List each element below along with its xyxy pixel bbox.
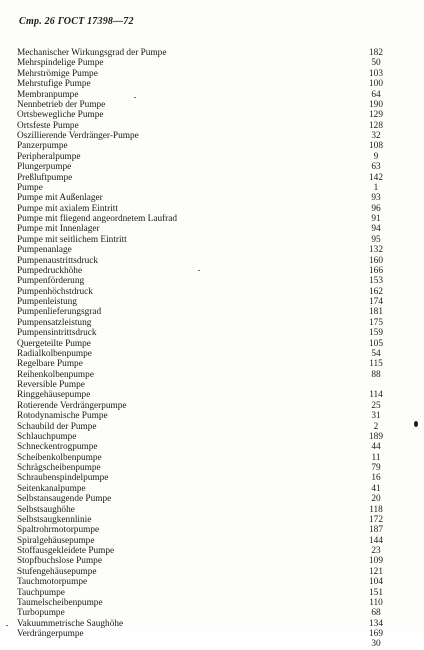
index-entry — [17, 287, 389, 297]
index-entry — [17, 79, 389, 89]
index-entry — [17, 224, 389, 234]
index-entry — [17, 318, 389, 328]
index-page-number: 121 — [369, 566, 383, 577]
index-entry — [17, 390, 389, 400]
index-page-number: 23 — [371, 546, 381, 556]
index-page-number: 32 — [371, 131, 381, 141]
index-entry — [17, 588, 389, 598]
index-page-number: 54 — [371, 348, 381, 359]
index-term: Pumpenlieferungsgrad — [17, 307, 102, 318]
index-term: Peripheralpumpe — [17, 151, 81, 162]
index-page-number: 63 — [371, 162, 381, 173]
index-term: Nennbetrieb der Pumpe — [17, 99, 106, 110]
index-page-number: 91 — [371, 214, 381, 224]
index-entry — [17, 152, 389, 162]
index-page-number: 160 — [369, 255, 383, 266]
index-entry — [17, 546, 389, 556]
index-page-number: 105 — [369, 338, 383, 349]
index-page-number: 11 — [371, 452, 381, 463]
index-entry — [17, 328, 389, 338]
index-term: Seitenkanalpumpe — [17, 483, 86, 494]
index-page-number: 95 — [371, 234, 381, 245]
margin-mark — [414, 421, 418, 427]
index-entry — [17, 442, 389, 452]
index-page-number: 50 — [371, 58, 381, 69]
index-page-number: 44 — [371, 442, 381, 453]
index-term: Taumelscheibenpumpe — [17, 597, 103, 608]
index-entry — [17, 525, 389, 535]
index-entry — [17, 235, 389, 245]
index-entry — [17, 380, 389, 390]
scan-speck — [6, 625, 8, 626]
index-term: Mehrspindelige Pumpe — [17, 58, 104, 69]
index-term: Scheibenkolbenpumpe — [17, 452, 102, 463]
index-term: Quergeteilte Pumpe — [17, 338, 91, 349]
index-entry — [17, 90, 389, 100]
index-entry — [17, 463, 389, 473]
index-term: Plungerpumpe — [17, 162, 72, 173]
index-entry — [17, 121, 389, 131]
index-entry — [17, 432, 389, 442]
index-list — [17, 48, 389, 650]
index-page-number: 104 — [369, 577, 383, 588]
index-term: Schlauchpumpe — [17, 431, 77, 442]
index-term: Vakuummetrische Saughöhe — [17, 618, 124, 629]
index-entry — [17, 204, 389, 214]
index-entry — [17, 297, 389, 307]
index-term: Schneckentrogpumpe — [17, 442, 98, 453]
index-page-number: 103 — [369, 68, 383, 79]
index-term: Rotierende Verdrängerpumpe — [17, 400, 127, 411]
index-page-number: 2 — [373, 421, 379, 432]
index-entry — [17, 162, 389, 172]
index-term: Oszillierende Verdränger-Pumpe — [17, 131, 139, 141]
index-page-number: 16 — [371, 473, 381, 484]
index-page-number: 159 — [369, 328, 383, 339]
index-entry — [17, 567, 389, 577]
index-term: Pumpenleistung — [17, 297, 77, 307]
index-term: Turbopumpe — [17, 608, 65, 619]
index-entry — [17, 339, 389, 349]
index-page-number: 88 — [371, 369, 381, 380]
index-term: Schrägscheibenpumpe — [17, 463, 101, 473]
scan-speck — [134, 97, 136, 98]
index-term: Pumpe mit fliegend angeordnetem Laufrad — [17, 214, 178, 224]
index-term: Mehrströmige Pumpe — [17, 68, 98, 79]
index-entry — [17, 349, 389, 359]
index-page-number: 187 — [369, 525, 383, 536]
index-page-number: 151 — [369, 587, 383, 598]
index-page-number: 30 — [371, 639, 381, 650]
index-term: Ortsbewegliche Pumpe — [17, 110, 104, 121]
index-entry — [17, 577, 389, 587]
index-term: Stopfbuchslose Pumpe — [17, 556, 102, 567]
index-term: Verdrängerpumpe — [17, 629, 84, 639]
index-entry — [17, 307, 389, 317]
index-entry — [17, 619, 389, 629]
index-term: Stufengehäusepumpe — [17, 566, 97, 577]
index-page-number: 64 — [371, 89, 381, 100]
index-entry — [17, 256, 389, 266]
index-entry — [17, 214, 389, 224]
index-term: Mechanischer Wirkungsgrad der Pumpe — [17, 48, 167, 58]
index-term: Pumpe mit axialem Eintritt — [17, 203, 118, 214]
index-page-number: 166 — [369, 265, 383, 276]
index-term: Pumpenförderung — [17, 276, 85, 287]
index-page-number: 108 — [369, 141, 383, 152]
index-term: Panzerpumpe — [17, 141, 68, 152]
index-term: Selbstsaughöhe — [17, 504, 75, 515]
index-page-number: 132 — [369, 245, 383, 256]
index-page-number: 9 — [373, 151, 379, 162]
index-term: Pumpenanlage — [17, 245, 72, 256]
index-entry — [17, 536, 389, 546]
index-page-number: 189 — [369, 431, 383, 442]
index-term: Tauchmotorpumpe — [17, 577, 88, 588]
index-term: Ringgehäusepumpe — [17, 390, 91, 401]
index-entry — [17, 245, 389, 255]
index-page-number: 93 — [371, 193, 381, 204]
index-term: Selbstansaugende Pumpe — [17, 494, 112, 505]
index-page-number: 94 — [371, 224, 381, 235]
index-term: Spiralgehäusepumpe — [17, 535, 95, 546]
index-page-number: 20 — [371, 494, 381, 505]
index-term: Reversible Pumpe — [17, 380, 85, 390]
index-page-number: 142 — [369, 172, 383, 183]
index-entry — [17, 422, 389, 432]
index-entry — [17, 494, 389, 504]
index-entry — [17, 484, 389, 494]
index-term: Mehrstufige Pumpe — [17, 79, 91, 90]
index-entry — [17, 411, 389, 421]
index-entry — [17, 505, 389, 515]
index-entry — [17, 370, 389, 380]
index-entry — [17, 58, 389, 68]
index-term: Membranpumpe — [17, 89, 79, 100]
index-page-number: 118 — [369, 504, 383, 515]
index-page-number: 175 — [369, 317, 383, 328]
index-entry — [17, 48, 389, 58]
index-entry — [17, 515, 389, 525]
index-term: Preßluftpumpe — [17, 172, 73, 183]
index-page-number: 110 — [369, 597, 383, 608]
index-page-number: 115 — [369, 359, 383, 370]
index-term: Pumpe — [17, 182, 43, 193]
index-term: Rotodynamische Pumpe — [17, 411, 108, 422]
index-page-number: 114 — [369, 390, 383, 401]
index-entry — [17, 453, 389, 463]
index-page-number: 100 — [369, 79, 383, 90]
index-term: Pumpe mit seitlichem Eintritt — [17, 234, 127, 245]
index-page-number: 134 — [369, 618, 383, 629]
index-entry — [17, 173, 389, 183]
index-entry — [17, 69, 389, 79]
index-term: Pumpenhöchstdruck — [17, 286, 93, 297]
index-entry — [17, 608, 389, 618]
index-page-number: 144 — [369, 535, 383, 546]
index-entry — [17, 110, 389, 120]
page-header: Стр. 26 ГОСТ 17398—72 — [19, 16, 134, 27]
index-entry — [17, 266, 389, 276]
index-term: Radialkolbenpumpe — [17, 348, 92, 359]
index-entry — [17, 639, 389, 649]
index-page-number: 128 — [369, 120, 383, 131]
index-page-number: 68 — [371, 608, 381, 619]
index-term: Pumpenaustrittsdruck — [17, 255, 99, 266]
index-page-number: 181 — [369, 307, 383, 318]
index-term: Schaubild der Pumpe — [17, 421, 97, 432]
index-entry — [17, 100, 389, 110]
index-page-number: 169 — [369, 629, 383, 639]
index-page-number: 1 — [373, 182, 379, 193]
index-term: Pumpe mit Innenlager — [17, 224, 100, 235]
scan-speck — [198, 270, 200, 271]
index-page-number: 174 — [369, 297, 383, 307]
index-page-number: 79 — [371, 463, 381, 473]
index-page-number: 31 — [371, 411, 381, 422]
index-entry — [17, 193, 389, 203]
index-entry — [17, 473, 389, 483]
index-term: Pumpe mit Außenlager — [17, 193, 103, 204]
index-term: Pumpensatzleistung — [17, 317, 92, 328]
index-page-number: 182 — [369, 48, 383, 58]
index-page-number: 96 — [371, 203, 381, 214]
index-entry — [17, 183, 389, 193]
index-term: Stoffausgekleidete Pumpe — [17, 546, 115, 556]
index-term: Spaltrohrmotorpumpe — [17, 525, 100, 536]
index-term: Pumpedruckhöhe — [17, 265, 83, 276]
index-entry — [17, 131, 389, 141]
index-page-number: 129 — [369, 110, 383, 121]
index-term: Ortsfeste Pumpe — [17, 120, 79, 131]
index-page-number: 172 — [369, 514, 383, 525]
index-page-number: 190 — [369, 99, 383, 110]
index-term: Regelbare Pumpe — [17, 359, 83, 370]
index-page-number: 153 — [369, 276, 383, 287]
index-entry — [17, 359, 389, 369]
index-page-number: 109 — [369, 556, 383, 567]
index-term: Schraubenspindelpumpe — [17, 473, 109, 484]
index-entry — [17, 556, 389, 566]
index-entry — [17, 276, 389, 286]
index-term: Pumpensintrittsdruck — [17, 328, 97, 339]
index-page-number: 25 — [371, 400, 381, 411]
index-page-number: 162 — [369, 286, 383, 297]
index-term: Selbstsaugkennlinie — [17, 514, 92, 525]
index-entry — [17, 141, 389, 151]
index-entry — [17, 598, 389, 608]
index-entry — [17, 401, 389, 411]
index-page-number: 41 — [371, 483, 381, 494]
index-term: Reihenkolbenpumpe — [17, 369, 94, 380]
index-term: Tauchpumpe — [17, 587, 65, 598]
